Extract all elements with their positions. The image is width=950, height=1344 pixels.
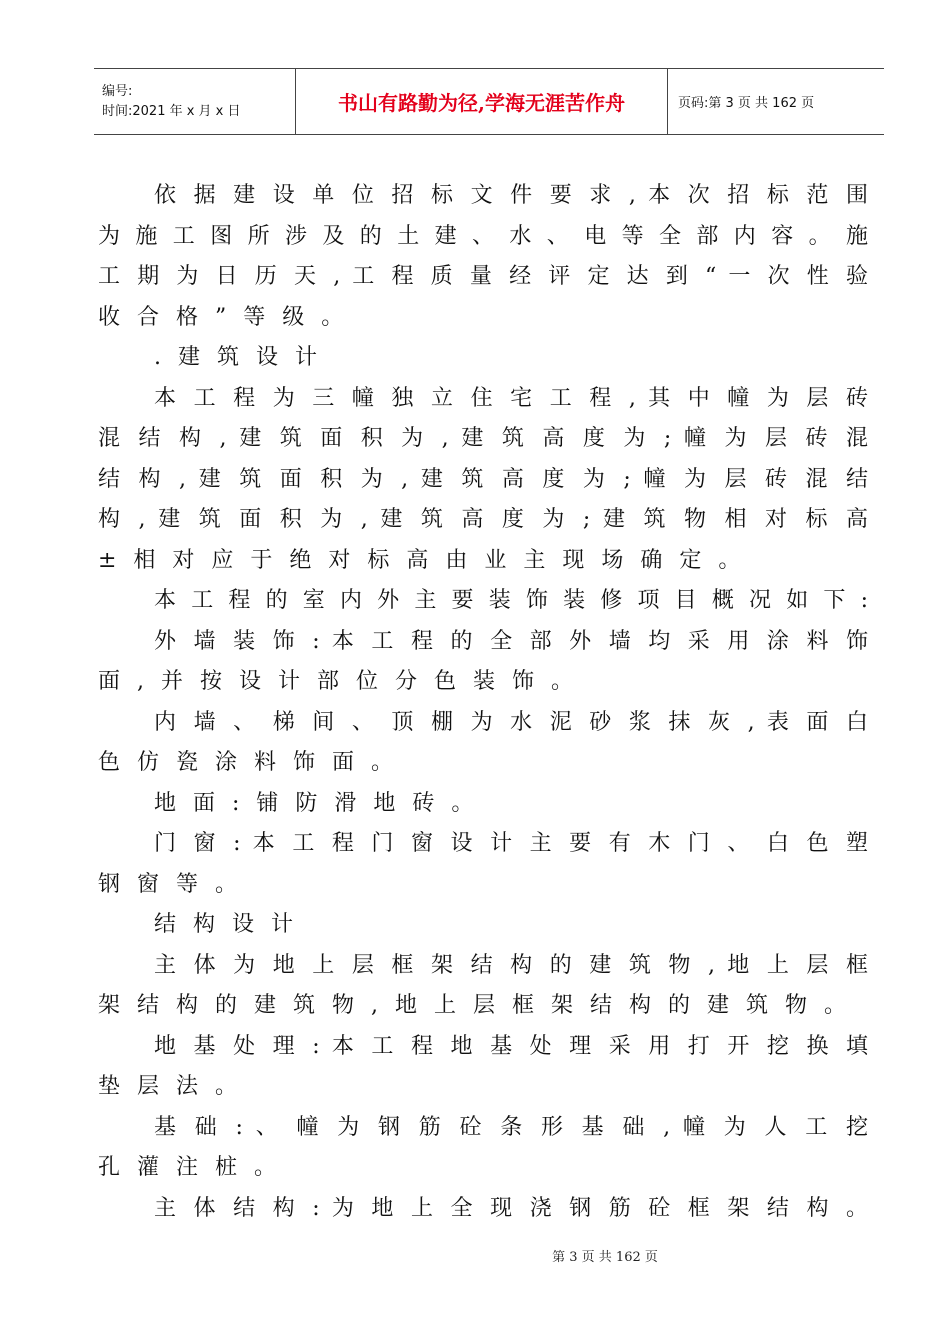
header-motto: 书山有路勤为径,学海无涯苦作舟 — [296, 69, 668, 134]
body-line: 构 , 建 筑 面 积 为 , 建 筑 高 度 为 ; 建 筑 物 相 对 标 高 — [98, 507, 868, 532]
body-line: ±相对应于绝对标高由业主现场确定。 — [98, 547, 758, 573]
body-line: 主 体 结 构 : 为 地 上 全 现 浇 钢 筋 砼 框 架 结 构 。 — [154, 1195, 868, 1221]
header-time-label: 时间:2021 年 x 月 x 日 — [102, 103, 241, 119]
body-line: 垫层法。 — [98, 1074, 255, 1099]
body-line: 孔灌注桩。 — [98, 1155, 294, 1180]
body-line: 内 墙 、 梯 间 、 顶 棚 为 水 泥 砂 浆 抹 灰 , 表 面 白 — [154, 709, 868, 735]
body-line: 主 体 为 地 上 层 框 架 结 构 的 建 筑 物 , 地 上 层 框 — [154, 952, 868, 978]
document-body — [98, 176, 868, 1229]
body-line: 本 工 程 为 三 幢 独 立 住 宅 工 程 , 其 中 幢 为 层 砖 — [154, 385, 868, 411]
body-line: 钢窗等。 — [98, 871, 255, 897]
body-line: 地 基 处 理 : 本 工 程 地 基 处 理 采 用 打 开 挖 换 填 — [154, 1033, 868, 1059]
body-line: 工 期 为 日 历 天 , 工 程 质 量 经 评 定 达 到 “ 一 次 性 验 — [98, 264, 868, 289]
body-line: 混 结 构 , 建 筑 面 积 为 , 建 筑 高 度 为 ; 幢 为 层 砖 混 — [98, 426, 868, 451]
header-page-label: 页码:第 3 页 共 162 页 — [678, 96, 815, 111]
body-line: .建筑设计 — [154, 345, 334, 370]
body-line: 面,并按设计部位分色装饰。 — [98, 669, 590, 694]
body-line: 依 据 建 设 单 位 招 标 文 件 要 求 , 本 次 招 标 范 围 — [154, 183, 868, 208]
footer-page-number: 第 3 页 共 162 页 — [552, 1250, 658, 1265]
page-header — [94, 68, 884, 135]
body-line: 本 工 程 的 室 内 外 主 要 装 饰 装 修 项 目 概 况 如 下 : — [154, 588, 868, 613]
header-number-label: 编号: — [102, 83, 133, 99]
body-line: 结 构 , 建 筑 面 积 为 , 建 筑 高 度 为 ; 幢 为 层 砖 混 结 — [98, 466, 868, 492]
body-line: 结构设计 — [154, 912, 311, 937]
header-meta — [94, 69, 296, 134]
body-line: 门 窗 : 本 工 程 门 窗 设 计 主 要 有 木 门 、 白 色 塑 — [154, 831, 868, 856]
body-line: 基 础 : 、 幢 为 钢 筋 砼 条 形 基 础 , 幢 为 人 工 挖 — [154, 1114, 868, 1140]
body-line: 为 施 工 图 所 涉 及 的 土 建 、 水 、 电 等 全 部 内 容 。 施 — [98, 223, 868, 249]
body-line: 架结构的建筑物,地上层框架结构的建筑物。 — [98, 993, 863, 1018]
body-line: 色仿瓷涂料饰面。 — [98, 750, 411, 775]
body-line: 收合格”等级。 — [98, 304, 361, 330]
body-line: 外 墙 装 饰 : 本 工 程 的 全 部 外 墙 均 采 用 涂 料 饰 — [154, 628, 868, 654]
body-line: 地面:铺防滑地砖。 — [154, 790, 491, 816]
page-footer — [0, 1246, 950, 1265]
